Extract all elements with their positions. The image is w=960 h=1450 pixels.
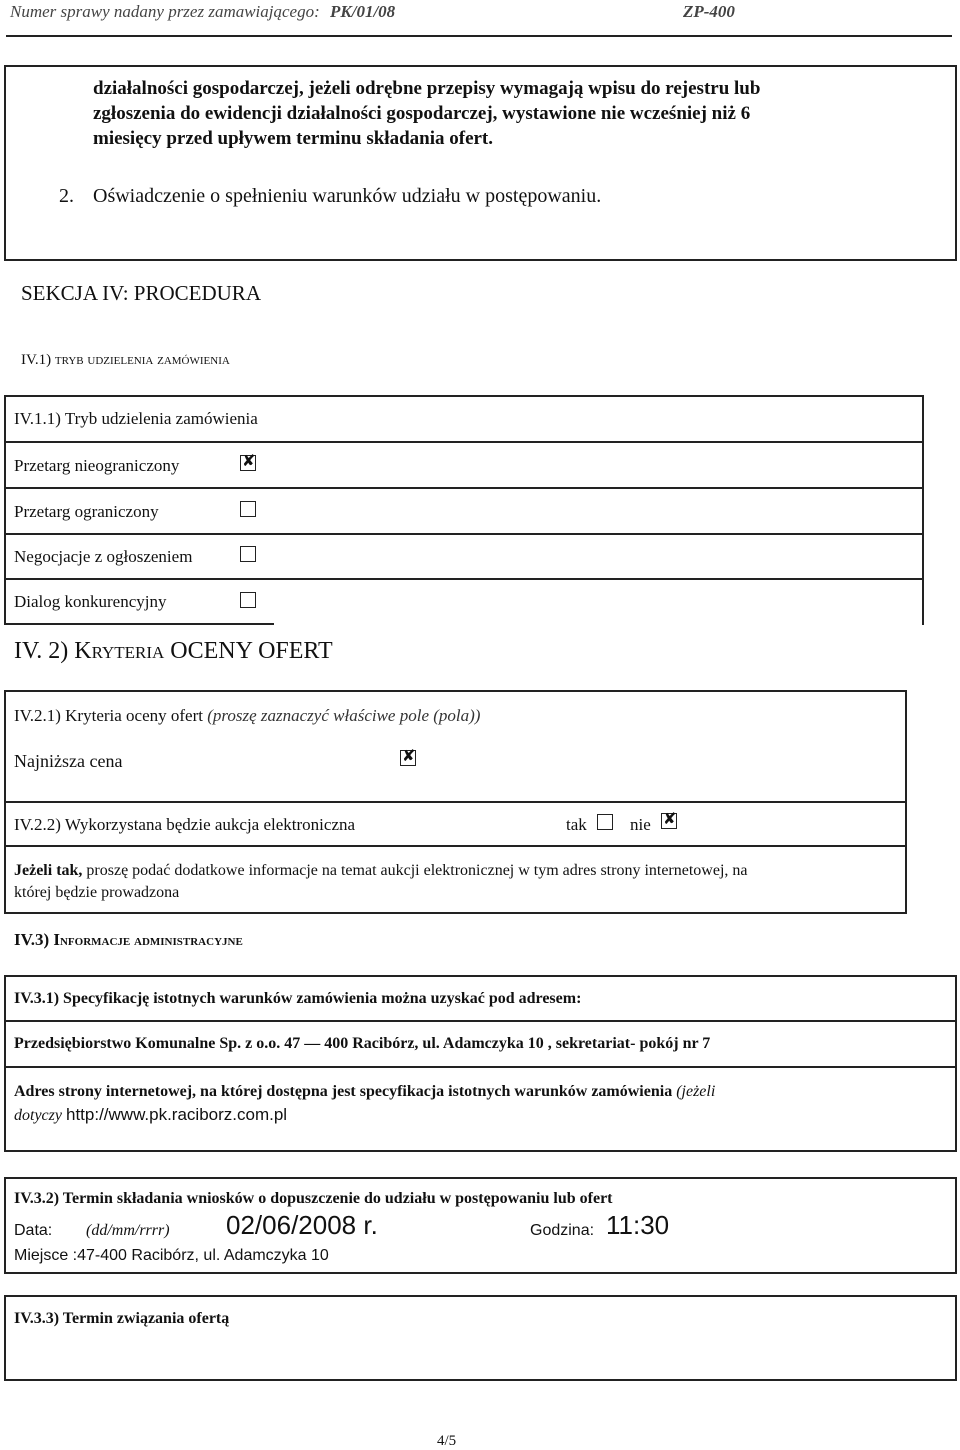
item2-text: Oświadczenie o spełnieniu warunków udziału w postępowaniu. [93,185,602,207]
check-mark-icon: ✘ [402,746,416,765]
iv2-heading: IV. 2) Kryteria OCENY OFERT [14,638,333,664]
iv11-row-rule-2 [4,487,924,489]
data-label: Data: [14,1222,53,1239]
criterion-label: Najniższa cena [14,751,123,771]
iv1-heading: IV.1) tryb udzielenia zamówienia [21,352,230,368]
spec-url-link[interactable]: http://www.pk.raciborz.com.pl [65,1105,288,1124]
iv33-heading: IV.3.3) Termin związania ofertą [14,1310,230,1327]
iv11-top-rule [4,395,924,397]
nie-label: nie [630,815,651,834]
godzina-value: 11:30 [606,1210,670,1240]
header-rule [6,35,952,37]
form-code: ZP-400 [683,2,735,21]
iv22-heading: IV.2.2) Wykorzystana będzie aukcja elektroniczna [14,815,356,834]
tryb-checkbox-negocjacje[interactable] [240,546,256,562]
iv33-box [4,1295,957,1381]
iv31-address: Przedsiębiorstwo Komunalne Sp. z o.o. 47 — 400 Racibórz, ul. Adamczyka 10 , sekretariat- pokój nr 7 [14,1035,711,1052]
check-mark-icon: ✘ [663,809,677,828]
tryb-label-negocjacje: Negocjacje z ogłoszeniem [14,547,193,566]
data-format: (dd/mm/rrrr) [86,1222,170,1239]
tryb-label-ograniczony: Przetarg ograniczony [14,502,159,521]
iv2-row-rule [4,801,907,803]
aukcja-info: Jeżeli tak, proszę podać dodatkowe informacje na temat aukcji elektronicznej w tym adres strony internetowej, na której będzie prowadzona [14,862,748,901]
iv21-line: IV.2.1) Kryteria oceny ofert (proszę zaznaczyć właściwe pole (pola)) [14,706,481,725]
tryb-checkbox-nieograniczony[interactable] [240,451,256,471]
iv11-row-rule-4 [4,578,924,580]
iv11-row-rule-1 [4,441,924,443]
iv22-row-rule [4,845,907,847]
godzina-label: Godzina: [530,1222,595,1239]
iv31-rule-1 [4,1020,957,1022]
iv3-heading: IV.3) Informacje administracyjne [14,930,243,949]
case-number: PK/01/08 [330,2,396,21]
nie-checkbox[interactable] [661,809,677,829]
item2-number: 2. [59,185,74,207]
tryb-checkbox-ograniczony[interactable] [240,501,256,517]
iv32-heading: IV.3.2) Termin składania wniosków o dopuszczenie do udziału w postępowaniu lub ofert [14,1190,613,1207]
page-header-left: Numer sprawy nadany przez zamawiającego: PK/01/08 [10,2,396,21]
iv31-heading: IV.3.1) Specyfikację istotnych warunków zamówienia można uzyskać pod adresem: [14,990,582,1007]
page-number: 4/5 [437,1433,457,1449]
iv11-row-rule-2b [274,487,276,489]
data-value: 02/06/2008 r. [226,1210,378,1240]
miejsce: Miejsce :47-400 Racibórz, ul. Adamczyka 10 [14,1247,329,1264]
iv11-heading: IV.1.1) Tryb udzielenia zamówienia [14,409,258,428]
tak-checkbox[interactable] [597,814,613,830]
section4-title: SEKCJA IV: PROCEDURA [21,281,261,305]
iv31-rule-2 [4,1066,957,1068]
check-mark-icon: ✘ [242,451,256,470]
section3-paragraph: działalności gospodarczej, jeżeli odrębne przepisy wymagają wpisu do rejestru lub zgłoszenia do ewidencji działalności gospodarczej, wystawione nie wcześniej niż 6 miesięcy przed upływem terminu składania ofert. [93,78,761,149]
www-block: Adres strony internetowej, na której dostępna jest specyfikacja istotnych warunków zamówienia (jeżeli dotyczy http://www.pk.raciborz.com.pl [14,1083,716,1124]
tryb-label-dialog: Dialog konkurencyjny [14,592,167,611]
criterion-checkbox-najnizsza-cena[interactable] [400,746,416,766]
tak-label: tak [566,815,587,834]
iv11-left-rule [4,395,6,623]
iv11-row-rule-3 [4,533,924,535]
tryb-checkbox-dialog[interactable] [240,592,256,608]
iv11-bottom-rule [4,623,274,625]
tryb-label-nieograniczony: Przetarg nieograniczony [14,456,180,475]
iv11-right-rule [922,395,924,625]
